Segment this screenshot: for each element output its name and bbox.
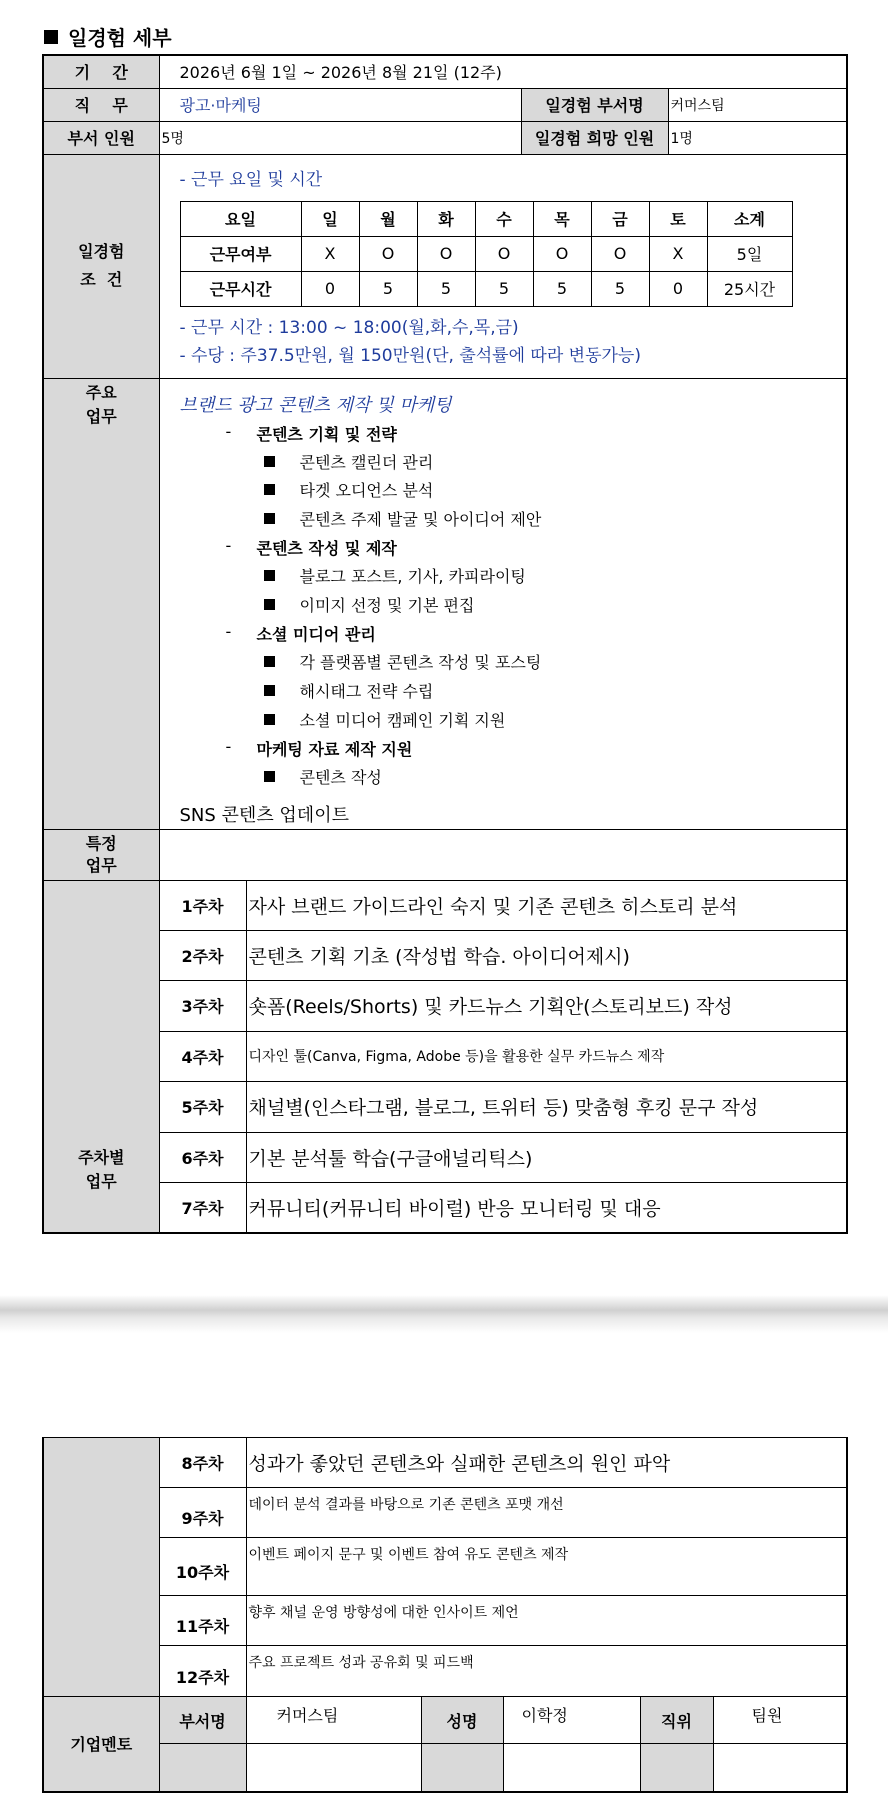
square-bullet-icon: [264, 484, 275, 495]
week-task: 주요 프로젝트 성과 공유회 및 피드백: [246, 1646, 847, 1697]
job-row: [43, 88, 847, 121]
table-row: [43, 1031, 847, 1081]
duty-group: 마케팅 자료 제작 지원: [256, 739, 413, 759]
staff-value: 5명: [159, 121, 521, 154]
table-row: [43, 1081, 847, 1132]
week-label: 12주차: [159, 1646, 246, 1697]
mentor-name-label: 성명: [421, 1697, 503, 1744]
mentor-dept-value: 커머스팀: [246, 1697, 421, 1744]
special-row: [43, 829, 847, 880]
table-row: [43, 1438, 847, 1488]
square-bullet-icon: [264, 599, 275, 610]
square-bullet-icon: [264, 513, 275, 524]
duties-cell: [159, 378, 847, 829]
duties-row: [43, 378, 847, 829]
detail-table: [42, 54, 848, 1234]
week-label: 1주차: [159, 880, 246, 930]
table-row: [43, 1646, 847, 1697]
duty-item: 콘텐츠 캘린더 관리: [299, 452, 434, 472]
mentor-name-value: 이학정: [503, 1697, 640, 1744]
duties-content: 브랜드 광고 콘텐츠 제작 및 마케팅 - 콘텐츠 기획 및 전략 콘텐츠 캘린더 관리 타겟 오디언스 분석 콘텐츠 주제 발굴 및 아이디어 제안 - 콘텐츠 작성 및 제작 블로그 포스트, 기사, 카피라이팅 이미지 선정 및 기본 편집 - 소셜 미디어 관리 각 플랫폼별 콘텐츠 작성 및 포스팅 해시태그 전략 수립 소셜 미디어 캠페인 기획 지원 - 마케팅 자료 제작 지원 콘텐츠 작성 SNS 콘텐츠 업데이트: [160, 379, 847, 829]
week-label: 11주차: [159, 1596, 246, 1646]
schedule-table: [180, 201, 793, 307]
week-label: 6주차: [159, 1132, 246, 1182]
week-task: 디자인 툴(Canva, Figma, Adobe 등)을 활용한 실무 카드뉴스 제작: [246, 1031, 847, 1081]
period-row: [43, 55, 847, 88]
duties-footer: SNS 콘텐츠 업데이트: [179, 804, 349, 826]
table-row: [43, 1538, 847, 1596]
period-label: 기 간: [43, 55, 159, 88]
time-note: - 근무 시간 : 13:00 ~ 18:00(월,화,수,목,금): [179, 317, 519, 338]
duty-item: 이미지 선정 및 기본 편집: [299, 595, 475, 615]
weekly-label-continued: [43, 1438, 159, 1697]
dept-value: 커머스팀: [668, 88, 847, 121]
pay-note: - 수당 : 주37.5만원, 월 150만원(단, 출석률에 따라 변동가능): [179, 345, 641, 366]
square-bullet-icon: [44, 30, 58, 44]
job-value: 광고·마케팅: [159, 88, 521, 121]
conditions-cell: [159, 154, 847, 378]
special-value: [159, 829, 847, 880]
week-task: 이벤트 페이지 문구 및 이벤트 참여 유도 콘텐츠 제작: [246, 1538, 847, 1596]
square-bullet-icon: [264, 656, 275, 667]
duty-item: 해시태그 전략 수립: [299, 681, 434, 701]
square-bullet-icon: [264, 570, 275, 581]
week-task: 커뮤니티(커뮤니티 바이럴) 반응 모니터링 및 대응: [246, 1182, 847, 1233]
schedule-hours-row: 근무시간 0 5 5 5 5 5 0 25시간: [180, 271, 792, 306]
week-label: 9주차: [159, 1488, 246, 1538]
square-bullet-icon: [264, 685, 275, 696]
square-bullet-icon: [264, 456, 275, 467]
week-label: 5주차: [159, 1081, 246, 1132]
duty-item: 콘텐츠 작성: [299, 767, 382, 787]
section-title: 일경험 세부: [44, 22, 172, 51]
square-bullet-icon: [264, 771, 275, 782]
square-bullet-icon: [264, 714, 275, 725]
staff-row: [43, 121, 847, 154]
week-label: 7주차: [159, 1182, 246, 1233]
mentor-blank-row: [43, 1744, 847, 1792]
week-task: 채널별(인스타그램, 블로그, 트위터 등) 맞춤형 후킹 문구 작성: [246, 1081, 847, 1132]
schedule-heading: - 근무 요일 및 시간: [179, 169, 323, 190]
duty-group: 소셜 미디어 관리: [256, 624, 376, 644]
schedule-workday-row: 근무여부 X O O O O O X 5일: [180, 236, 792, 271]
table-row: [43, 880, 847, 930]
week-task: 숏폼(Reels/Shorts) 및 카드뉴스 기획안(스토리보드) 작성: [246, 980, 847, 1031]
duty-item: 타겟 오디언스 분석: [299, 480, 434, 500]
want-label: 일경험 희망 인원: [521, 121, 668, 154]
dept-label: 일경험 부서명: [521, 88, 668, 121]
detail-table-continued: [42, 1437, 848, 1793]
conditions-row: [43, 154, 847, 378]
mentor-row: [43, 1697, 847, 1744]
mentor-position-value: 팀원: [713, 1697, 847, 1744]
conditions-label: 일경험 조 건: [43, 154, 159, 378]
duties-title: 브랜드 광고 콘텐츠 제작 및 마케팅: [179, 394, 452, 416]
duty-group: 콘텐츠 기획 및 전략: [256, 424, 397, 444]
period-value: 2026년 6월 1일 ~ 2026년 8월 21일 (12주): [159, 55, 847, 88]
week-label: 10주차: [159, 1538, 246, 1596]
mentor-position-label: 직위: [640, 1697, 713, 1744]
week-label: 3주차: [159, 980, 246, 1031]
duty-item: 각 플랫폼별 콘텐츠 작성 및 포스팅: [299, 652, 542, 672]
weekly-label: 주차별 업무: [43, 880, 159, 1233]
duty-item: 소셜 미디어 캠페인 기획 지원: [299, 710, 506, 730]
page-break: [0, 1295, 888, 1333]
table-row: [43, 1132, 847, 1182]
week-label: 4주차: [159, 1031, 246, 1081]
mentor-label: 기업멘토: [43, 1697, 159, 1792]
week-task: 기본 분석툴 학습(구글애널리틱스): [246, 1132, 847, 1182]
week-task: 데이터 분석 결과를 바탕으로 기존 콘텐츠 포맷 개선: [246, 1488, 847, 1538]
table-row: [43, 980, 847, 1031]
week-label: 2주차: [159, 930, 246, 980]
table-row: [43, 1182, 847, 1233]
duty-item: 블로그 포스트, 기사, 카피라이팅: [299, 566, 526, 586]
table-row: [43, 930, 847, 980]
week-task: 향후 채널 운영 방향성에 대한 인사이트 제언: [246, 1596, 847, 1646]
mentor-dept-label: 부서명: [159, 1697, 246, 1744]
duty-item: 콘텐츠 주제 발굴 및 아이디어 제안: [299, 509, 542, 529]
duty-group: 콘텐츠 작성 및 제작: [256, 538, 397, 558]
week-label: 8주차: [159, 1438, 246, 1488]
staff-label: 부서 인원: [43, 121, 159, 154]
job-label: 직 무: [43, 88, 159, 121]
table-row: [43, 1596, 847, 1646]
week-task: 콘텐츠 기획 기초 (작성법 학습. 아이디어제시): [246, 930, 847, 980]
schedule-header-row: 요일 일 월 화 수 목 금 토 소계: [180, 201, 792, 236]
want-value: 1명: [668, 121, 847, 154]
week-task: 자사 브랜드 가이드라인 숙지 및 기존 콘텐츠 히스토리 분석: [246, 880, 847, 930]
week-task: 성과가 좋았던 콘텐츠와 실패한 콘텐츠의 원인 파악: [246, 1438, 847, 1488]
table-row: [43, 1488, 847, 1538]
special-label: 특정 업무: [43, 829, 159, 880]
duties-label: 주요 업무: [43, 378, 159, 829]
